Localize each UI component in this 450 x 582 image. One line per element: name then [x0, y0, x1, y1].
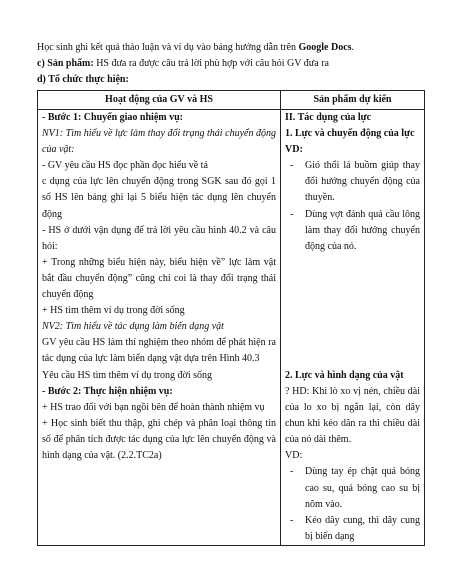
- list-item: - Kéo dây cung, thì dây cung bị biến dạng: [305, 513, 420, 545]
- intro-period: .: [351, 42, 355, 53]
- section-heading: II. Tác dụng của lực: [285, 112, 372, 123]
- task2-line1: GV yêu cầu HS làm thí nghiệm theo nhóm để phát hiện ra tác dụng của lực làm biến dạng vật dựa trên Hình 40.3: [42, 337, 276, 365]
- product-text: HS đưa ra được câu trả lời phù hợp với câu hỏi GV đưa ra: [93, 58, 329, 69]
- step2-heading: - Bước 2: Thực hiện nhiệm vụ:: [42, 385, 173, 397]
- organization-heading: d) Tổ chức thực hiện:: [37, 74, 129, 85]
- step2-line2: + Học sinh biết thu thập, ghi chép và phân loại thông tin số để phân tích được tác dụng của lực lên chuyển động và hình dạng của vật. (2.2.TC2a): [42, 417, 276, 461]
- list-item: - Dùng tay ép chặt quả bóng cao su, quả bóng cao su bị nõm vào.: [305, 464, 420, 512]
- activity-cell: [38, 110, 281, 546]
- task1-line4: + Trong những biểu hiện này, biểu hiện về” lực làm vật bắt đầu chuyển động” cũng chỉ coi là thay đổi trạng thái chuyển động: [42, 256, 276, 301]
- intro-line: [37, 40, 423, 56]
- subsection1-heading: 1. Lực và chuyển động của lực: [285, 128, 415, 140]
- task1-title: NV1: Tìm hiểu về lực làm thay đổi trạng thái chuyển động của vật:: [42, 128, 276, 156]
- example-list-2: [285, 464, 420, 544]
- task1-line2: c dụng của lực lên chuyển động trong SGK sau đó gọi 1 số HS lên bảng ghi lại 5 biểu hiện tác dụng lên chuyển động: [42, 176, 276, 220]
- google-docs-text: Google Docs: [298, 42, 352, 53]
- example-list-1: [285, 158, 420, 255]
- hint-text: ? HD: Khi lò xo vị nén, chiều dài của lo xo bị ngắn lại, còn dây chun khi kéo dãn ra thì chiều dài của nó dài thêm.: [285, 385, 420, 446]
- list-item: - Dùng vợt đánh quả cầu lông làm thay đổi hướng chuyển động của nó.: [305, 207, 420, 255]
- table-header-row: [38, 91, 425, 110]
- example-label-2: VD:: [285, 450, 303, 462]
- document-page: [37, 40, 423, 546]
- example-label-1: VD:: [285, 144, 303, 156]
- task1-line5: + HS tìm thêm ví dụ trong đời sống: [42, 305, 185, 317]
- table-row: [38, 110, 425, 546]
- subsection2-heading: 2. Lực và hình dạng của vật: [285, 369, 404, 381]
- task2-title: NV2: Tìm hiểu về tác dụng làm biến dạng vật: [42, 321, 224, 333]
- header-teacher-student: Hoạt động của GV và HS: [38, 91, 281, 110]
- task1-line3: - HS ở dưới vận dụng để trả lời yêu cầu hình 40.2 và câu hỏi:: [42, 224, 276, 252]
- product-line: [37, 56, 423, 72]
- activity-table: [37, 90, 425, 546]
- task1-line1: - GV yêu cầu HS đọc phần đọc hiểu về tá: [42, 160, 208, 172]
- product-cell: [281, 110, 425, 546]
- spacer: [285, 255, 420, 368]
- step1-heading: - Bước 1: Chuyển giao nhiệm vụ:: [42, 112, 183, 123]
- task2-line2: Yêu cầu HS tìm thêm ví dụ trong đời sống: [42, 369, 212, 381]
- intro-text: Học sinh ghi kết quả thảo luận và ví dụ vào bảng hướng dẫn trên: [37, 42, 299, 53]
- step2-line1: + HS trao đổi với bạn ngồi bên để hoàn thành nhiệm vụ: [42, 401, 265, 413]
- header-expected-product: Sản phẩm dự kiến: [281, 91, 425, 110]
- list-item: - Gió thổi lá buồm giúp thay đổi hướng chuyển động của thuyền.: [305, 158, 420, 206]
- product-label: c) Sản phẩm:: [37, 58, 94, 69]
